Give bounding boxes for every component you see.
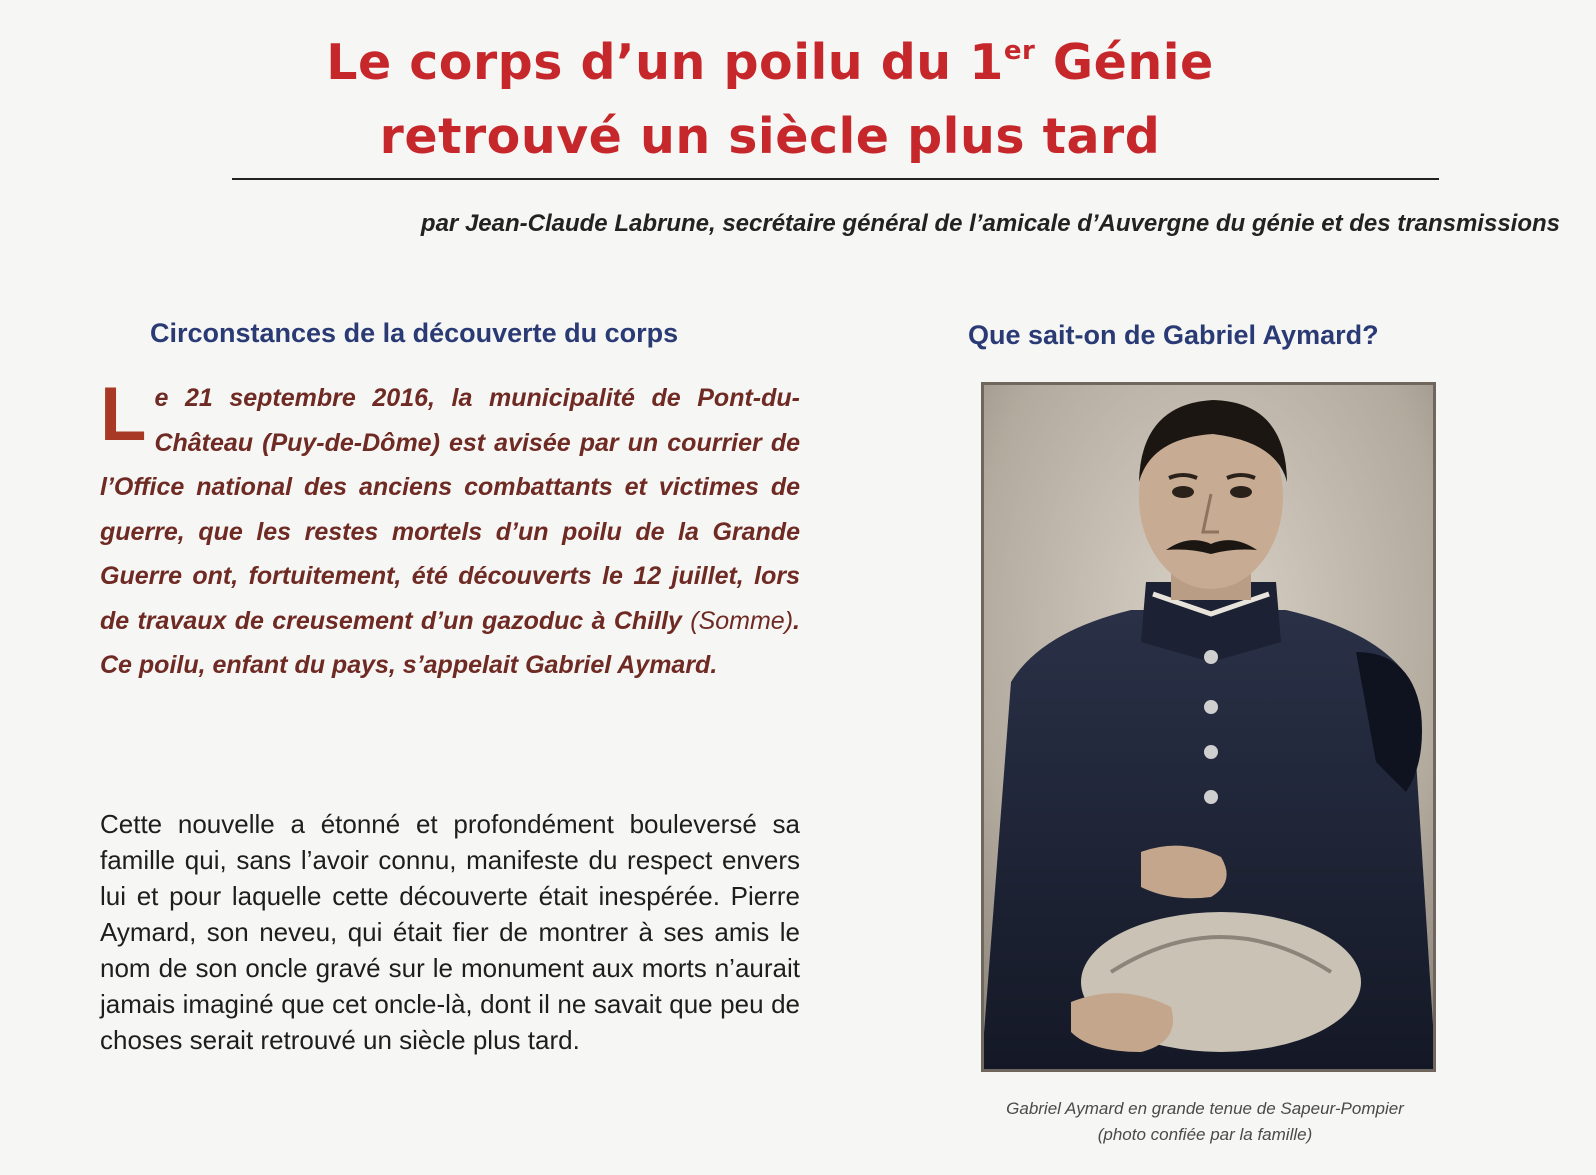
photo-caption	[910, 1096, 1500, 1148]
left-section-heading: Circonstances de la découverte du corps	[150, 318, 679, 348]
title-line-1: Le corps d’un poilu du 1er Génie	[326, 34, 1214, 91]
caption-line-2: (photo confiée par la famille)	[1097, 1125, 1313, 1144]
title-superscript: er	[1003, 36, 1036, 66]
right-section-heading: Que sait-on de Gabriel Aymard?	[968, 320, 1379, 350]
lead-end: . Ce poilu, enfant du pays, s’appelait Gabriel Aymard.	[100, 606, 800, 679]
body-paragraph: Cette nouvelle a étonné et profondément bouleversé sa famille qui, sans l’avoir connu, manifeste du respect envers lui et pour laquelle cette découverte était inespérée. Pierre Aymard, son neveu, qui était fier de montrer à ses amis le nom de son oncle gravé sur le monument aux morts n’aurait jamais imaginé que cet oncle-là, dont il ne savait que peu de choses serait retrouvé un siècle plus tard.	[100, 809, 800, 1055]
portrait-photo	[981, 382, 1436, 1072]
article-title	[200, 26, 1340, 174]
byline: par Jean-Claude Labrune, secrétaire général de l’amicale d’Auvergne du génie et des transmissions	[420, 210, 1560, 237]
lead-paragraph	[100, 372, 800, 688]
lead-parenthetical: (Somme)	[690, 606, 794, 635]
portrait-illustration	[981, 382, 1436, 1072]
title-line-2: retrouvé un siècle plus tard	[379, 108, 1161, 165]
drop-cap: L	[100, 372, 147, 457]
lead-text: e 21 septembre 2016, la municipalité de Pont-du-Château (Puy-de-Dôme) est avisée par un courrier de l’Office national des anciens combattants et victimes de guerre, que les restes mortels d’un poilu de la Grande Guerre ont, fortuitement, été découverts le 12 juillet, lors de travaux de creusement d’un gazoduc à Chilly	[100, 384, 800, 635]
caption-line-1: Gabriel Aymard en grande tenue de Sapeur-Pompier	[1006, 1099, 1404, 1118]
title-divider	[232, 178, 1439, 180]
